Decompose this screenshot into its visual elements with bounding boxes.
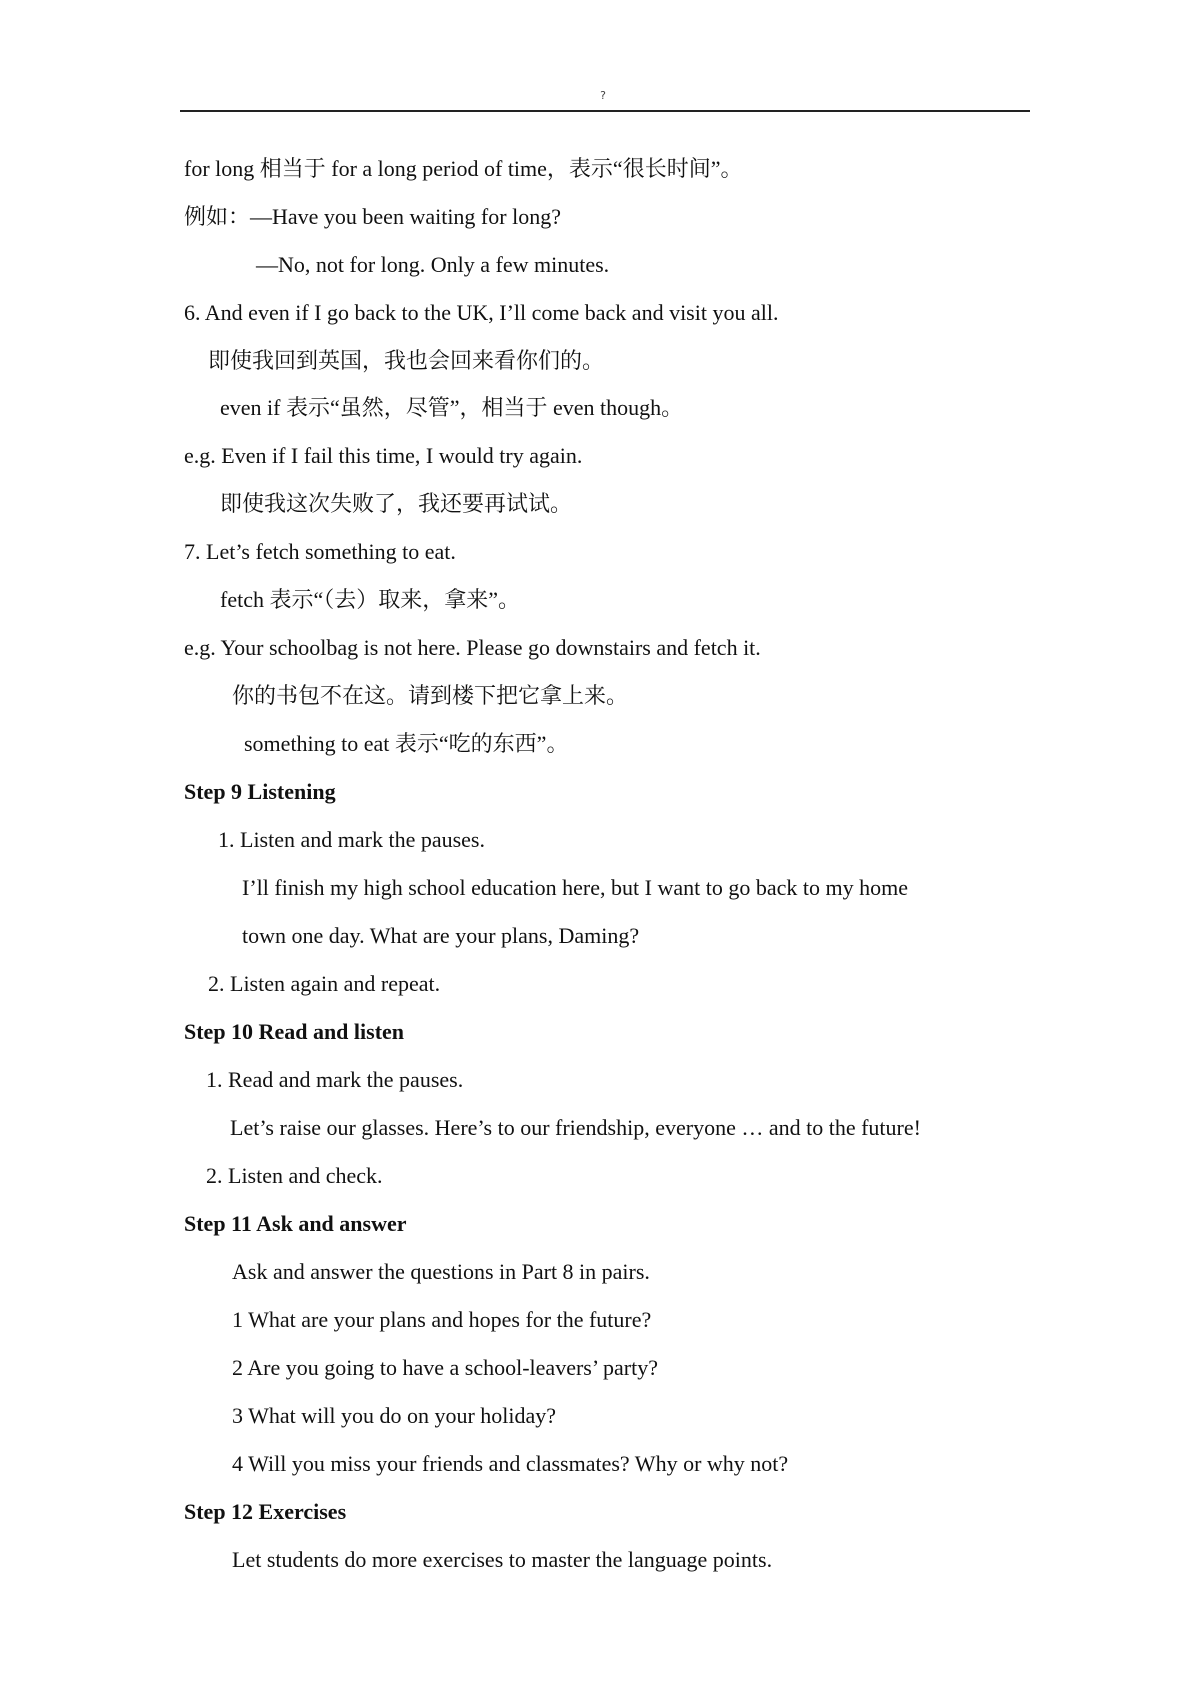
- step-11-instruction: Ask and answer the questions in Part 8 in pairs.: [232, 1259, 650, 1284]
- line-fetch-explanation: fetch 表示“（去）取来，拿来”。: [220, 587, 520, 612]
- line-even-if-example: e.g. Even if I fail this time, I would try again.: [184, 443, 583, 468]
- step-9-item-2: 2. Listen again and repeat.: [208, 971, 441, 996]
- line-even-if-example-translation: 即使我这次失败了，我还要再试试。: [220, 491, 573, 516]
- step-10-passage: Let’s raise our glasses. Here’s to our friendship, everyone … and to the future!: [230, 1115, 921, 1140]
- step-10-item-2: 2. Listen and check.: [206, 1163, 383, 1188]
- step-9-passage-line-2: town one day. What are your plans, Daming?: [242, 923, 640, 948]
- step-9-heading: Step 9 Listening: [184, 779, 336, 804]
- step-10-heading: Step 10 Read and listen: [184, 1019, 405, 1044]
- step-12-heading: Step 12 Exercises: [184, 1499, 347, 1524]
- line-example-answer: —No, not for long. Only a few minutes.: [256, 252, 610, 277]
- header-mark: ?: [600, 89, 606, 102]
- line-point-7: 7. Let’s fetch something to eat.: [184, 539, 456, 564]
- step-11-question-2: 2 Are you going to have a school-leavers’ party?: [232, 1355, 659, 1380]
- step-11-question-3: 3 What will you do on your holiday?: [232, 1403, 557, 1428]
- line-for-long: for long 相当于 for a long period of time，表示“很长时间”。: [184, 156, 743, 181]
- line-point-6: 6. And even if I go back to the UK, I’ll come back and visit you all.: [184, 300, 779, 325]
- step-12-instruction: Let students do more exercises to master the language points.: [232, 1547, 773, 1572]
- line-even-if-explanation: even if 表示“虽然，尽管”，相当于 even though。: [220, 395, 684, 420]
- line-point-6-translation: 即使我回到英国，我也会回来看你们的。: [208, 348, 605, 373]
- step-11-question-1: 1 What are your plans and hopes for the future?: [232, 1307, 652, 1332]
- step-9-passage-line-1: I’ll finish my high school education here, but I want to go back to my home: [242, 875, 908, 900]
- page-header: [180, 86, 1030, 112]
- step-11-question-4: 4 Will you miss your friends and classmates? Why or why not?: [232, 1451, 789, 1476]
- line-fetch-example: e.g. Your schoolbag is not here. Please go downstairs and fetch it.: [184, 635, 761, 660]
- line-example-question: 例如：—Have you been waiting for long?: [184, 204, 561, 229]
- step-9-item-1: 1. Listen and mark the pauses.: [218, 827, 485, 852]
- step-10-item-1: 1. Read and mark the pauses.: [206, 1067, 464, 1092]
- line-fetch-example-translation: 你的书包不在这。请到楼下把它拿上来。: [232, 683, 629, 708]
- step-11-heading: Step 11 Ask and answer: [184, 1211, 407, 1236]
- line-something-to-eat: something to eat 表示“吃的东西”。: [244, 731, 569, 756]
